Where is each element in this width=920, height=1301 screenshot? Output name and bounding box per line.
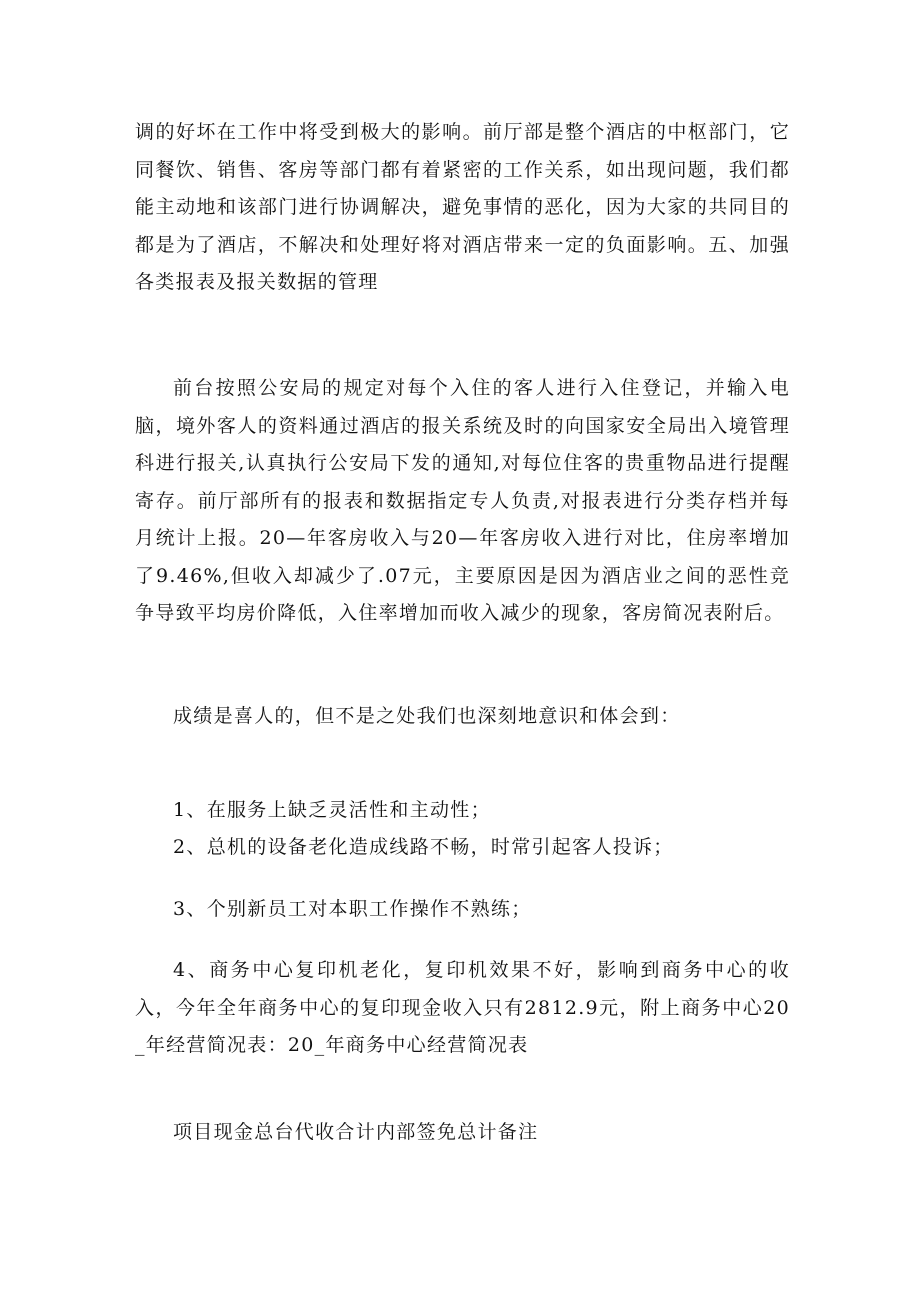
list-item-2: 2、总机的设备老化造成线路不畅，时常引起客人投诉； [173,836,674,858]
paragraph-shortcomings-intro: 成绩是喜人的，但不是之处我们也深刻地意识和体会到： [173,705,681,727]
list-item-3: 3、个别新员工对本职工作操作不熟练； [173,898,532,920]
paragraph-registration-and-reports: 前台按照公安局的规定对每个入住的客人进行入住登记，并输入电脑，境外客人的资料通过酒店的报关系统及时的向国家安全局出入境管理科进行报关,认真执行公安局下发的通知,对每位住客的贵重物品进行提醒寄存。前厅部所有的报表和数据指定专人负责,对报表进行分类存档并每月统计上报。20—年客房收入与20—年客房收入进行对比，住房率增加了9.46%,但收入却减少了.07元，主要原因是因为酒店业之间的恶性竞争导致平均房价降低，入住率增加而收入减少的现象，客房简况表附后。 [135,377,790,624]
list-item-4: 4、商务中心复印机老化，复印机效果不好，影响到商务中心的收入，今年全年商务中心的复印现金收入只有2812.9元，附上商务中心20_年经营简况表：20_年商务中心经营简况表 [135,959,790,1056]
paragraph-front-office-coordination: 调的好坏在工作中将受到极大的影响。前厅部是整个酒店的中枢部门，它同餐饮、销售、客房等部门都有着紧密的工作关系，如出现问题，我们都能主动地和该部门进行协调解决，避免事情的恶化，因为大家的共同目的都是为了酒店，不解决和处理好将对酒店带来一定的负面影响。五、加强各类报表及报关数据的管理 [135,121,790,293]
list-item-1: 1、在服务上缺乏灵活性和主动性； [173,799,491,821]
table-header-line: 项目现金总台代收合计内部签免总计备注 [173,1121,539,1143]
